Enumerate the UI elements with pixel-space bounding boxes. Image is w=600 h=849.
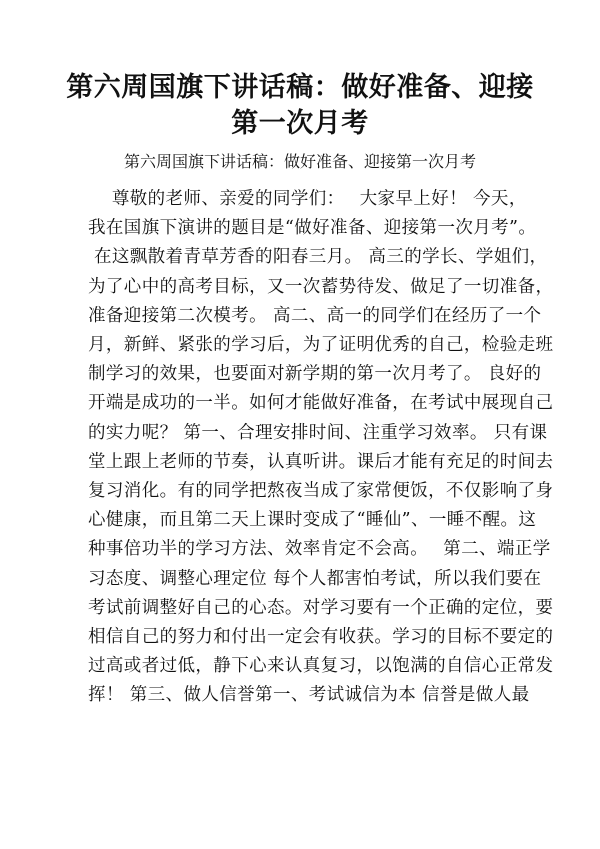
body-line: 相信自己的努力和付出一定会有收获。学习的目标不要定的 xyxy=(88,627,554,648)
document-subtitle: 第六周国旗下讲话稿：做好准备、迎接第一次月考 xyxy=(123,152,476,171)
body-line: 月，新鲜、紧张的学习后，为了证明优秀的自己，检验走班 xyxy=(88,335,554,356)
body-line: 制学习的效果，也要面对新学期的第一次月考了。 良好的 xyxy=(88,364,542,385)
body-line: 挥！ 第三、做人信誉第一、考试诚信为本 信誉是做人最 xyxy=(88,685,530,706)
body-line: 我在国旗下演讲的题目是“做好准备、迎接第一次月考”。 xyxy=(88,218,537,239)
body-line: 开端是成功的一半。如何才能做好准备，在考试中展现自己 xyxy=(88,393,554,414)
body-line: 堂上跟上老师的节奏，认真听讲。课后才能有充足的时间去 xyxy=(88,451,554,472)
body-line: 心健康，而且第二天上课时变成了“睡仙”、一睡不醒。这 xyxy=(88,510,537,531)
document-body xyxy=(88,185,554,711)
body-line: 种事倍功半的学习方法、效率肯定不会高。 第二、端正学 xyxy=(88,539,551,560)
body-line: 尊敬的老师、亲爱的同学们： 大家早上好！ 今天， xyxy=(88,189,527,209)
body-line: 习态度、调整心理定位 每个人都害怕考试，所以我们要在 xyxy=(88,568,542,589)
body-line: 的实力呢？ 第一、合理安排时间、注重学习效率。 只有课 xyxy=(88,422,548,443)
title-line: 第六周国旗下讲话稿：做好准备、迎接 xyxy=(66,72,534,103)
body-line: 复习消化。有的同学把熬夜当成了家常便饭，不仅影响了身 xyxy=(88,481,554,502)
body-line: 在这飘散着青草芳香的阳春三月。 高三的学长、学姐们， xyxy=(88,247,548,268)
body-line: 为了心中的高考目标，又一次蓄势待发、做足了一切准备， xyxy=(88,276,554,297)
body-line: 过高或者过低，静下心来认真复习，以饱满的自信心正常发 xyxy=(88,656,554,677)
document-title xyxy=(60,70,540,142)
body-line: 准备迎接第二次模考。 高二、高一的同学们在经历了一个 xyxy=(88,305,542,326)
title-line: 第一次月考 xyxy=(231,108,369,139)
body-line: 考试前调整好自己的心态。对学习要有一个正确的定位，要 xyxy=(88,597,554,618)
